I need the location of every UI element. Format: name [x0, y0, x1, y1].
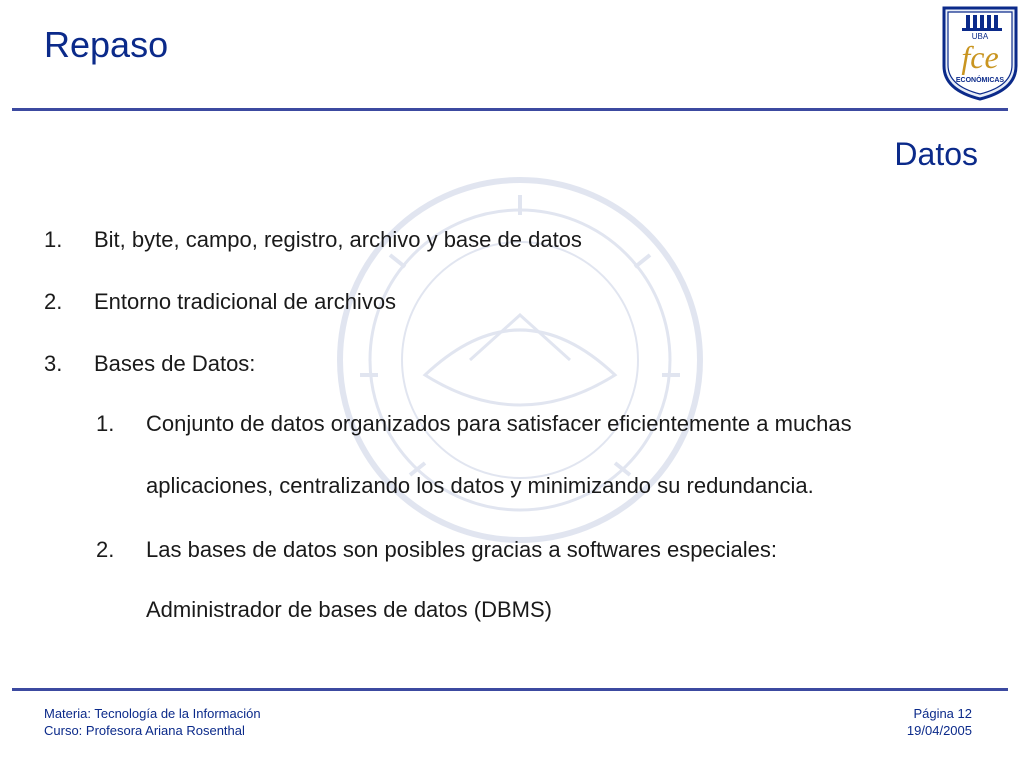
fce-uba-logo [940, 4, 1020, 102]
list-item [44, 286, 944, 318]
sub-list-item-line: Las bases de datos son posibles gracias a softwares especiales: [146, 537, 778, 562]
list-item-number: 1. [44, 227, 63, 252]
logo-main-text: fce [961, 39, 999, 75]
sub-list-item-number: 1. [96, 411, 115, 436]
footer-materia: Materia: Tecnología de la Información [44, 706, 261, 721]
sub-list-item-line: Administrador de bases de datos (DBMS) [146, 597, 552, 622]
list-item [44, 348, 944, 380]
list-item-text: Bit, byte, campo, registro, archivo y base de datos [94, 227, 582, 252]
list-item-text: Entorno tradicional de archivos [94, 289, 397, 314]
list-item-text: Bases de Datos: [94, 351, 256, 376]
footer-page-info [907, 705, 972, 739]
sub-list-item [96, 534, 986, 630]
sub-list-item-line: Conjunto de datos organizados para satisfacer eficientemente a muchas [146, 411, 852, 436]
header-divider [12, 108, 1008, 111]
sub-list-item-line: aplicaciones, centralizando los datos y minimizando su redundancia. [146, 473, 814, 498]
list-item [44, 224, 944, 256]
logo-top-text: UBA [971, 32, 989, 41]
footer-course-info [44, 705, 261, 739]
slide-title: Repaso [44, 24, 169, 65]
list-item-number: 2. [44, 289, 63, 314]
section-heading: Datos [894, 136, 978, 172]
list-item-number: 3. [44, 351, 63, 376]
sub-list-item-number: 2. [96, 537, 115, 562]
footer-date: 19/04/2005 [906, 723, 972, 738]
footer-curso: Curso: Profesora Ariana Rosenthal [44, 723, 245, 738]
footer-page-number: Página 12 [913, 706, 972, 721]
sub-list-item [96, 408, 986, 504]
logo-bottom-text: ECONÓMICAS [955, 77, 1005, 84]
footer-divider [12, 688, 1008, 691]
